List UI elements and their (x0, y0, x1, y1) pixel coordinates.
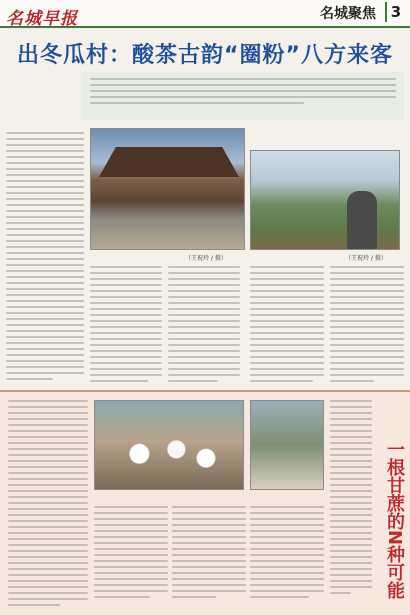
photo-caption-2: （王祝玲 / 摄） (345, 255, 387, 262)
page-header (0, 0, 410, 28)
tea-farmer-figure (347, 191, 377, 249)
tea-garden-photo (250, 150, 400, 250)
lead-paragraph (82, 72, 404, 120)
sugarcane-field-photo (250, 400, 324, 490)
article-column-2 (90, 266, 162, 386)
sidebar-column-3 (172, 506, 246, 604)
article-column-5 (330, 266, 404, 386)
village-roof (99, 147, 239, 177)
village-photo (90, 128, 245, 250)
sidebar-column-2 (94, 506, 168, 604)
sidebar-column-5 (330, 400, 372, 604)
article-column-4 (250, 266, 324, 386)
page-headline: 出冬瓜村：酸茶古韵“圈粉”八方来客 (17, 43, 393, 68)
page-number: 3 (385, 2, 405, 22)
article-column-1 (6, 132, 84, 372)
sidebar-headline: 一根甘蔗的N种可能 (384, 440, 405, 600)
photo-caption-1: （王祝玲 / 摄） (185, 255, 227, 262)
sidebar-column-4 (250, 506, 324, 604)
article-column-3 (168, 266, 240, 386)
masthead-logo: 名城早报 (6, 9, 78, 29)
section-title: 名城聚焦 (320, 6, 376, 22)
sugar-processing-photo (94, 400, 244, 490)
sidebar-column-1 (8, 400, 88, 600)
